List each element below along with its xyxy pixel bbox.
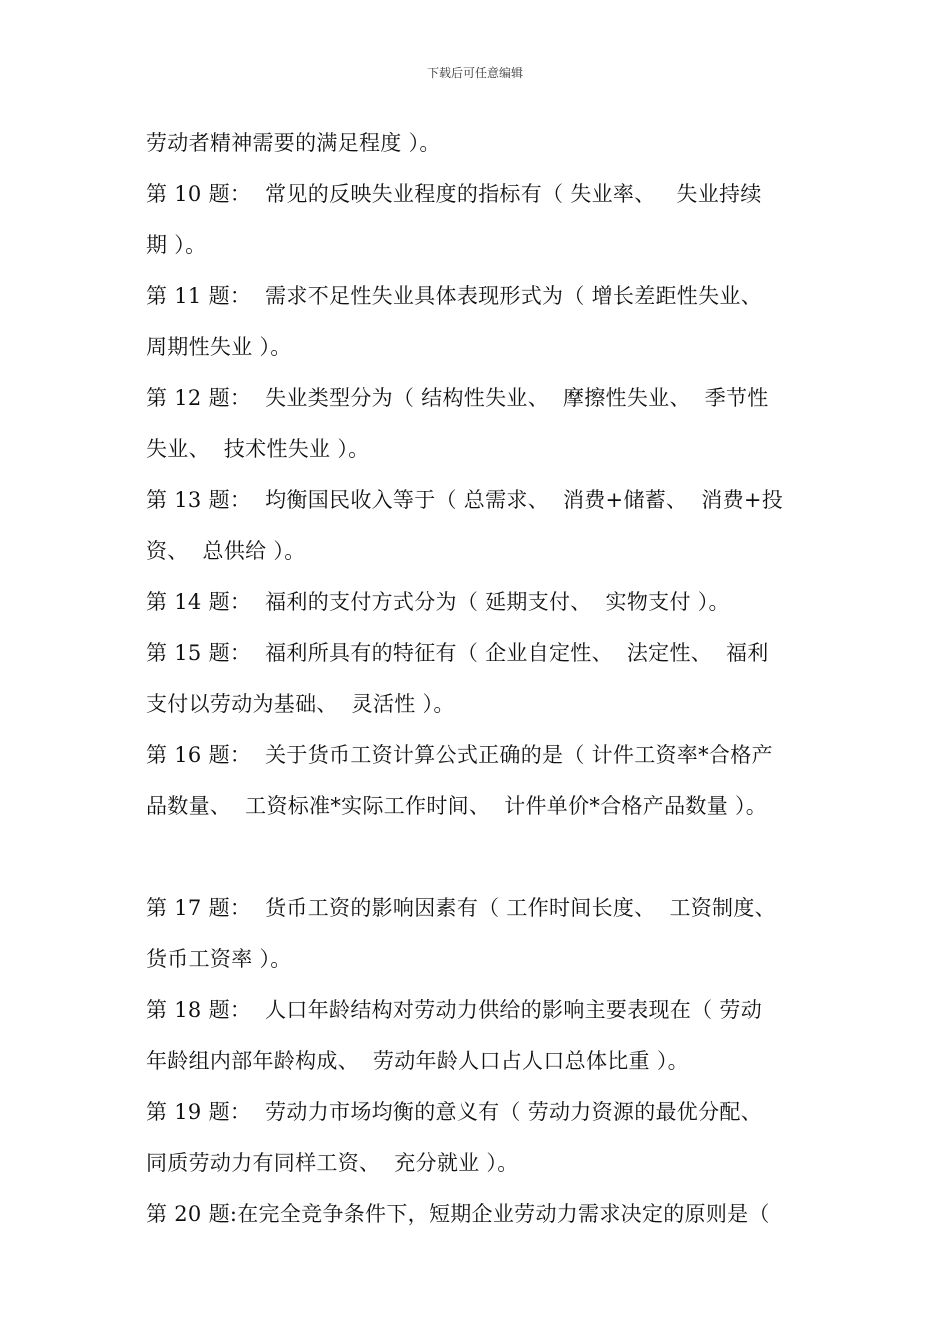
question-10-line-2: 期 ）。 <box>146 233 207 257</box>
question-15-line-2: 支付以劳动为基础、 灵活性 ）。 <box>146 692 455 716</box>
question-14-line-1: 第 14 题： 福利的支付方式分为（ 延期支付、 实物支付 ）。 <box>146 590 730 614</box>
question-18-line-1: 第 18 题： 人口年龄结构对劳动力供给的影响主要表现在（ 劳动 <box>146 998 762 1022</box>
question-11-line-2: 周期性失业 ）。 <box>146 335 292 359</box>
question-11-line-1: 第 11 题： 需求不足性失业具体表现形式为（ 增长差距性失业、 <box>146 284 762 308</box>
document-body <box>146 118 826 1240</box>
blank-line <box>146 832 826 883</box>
question-12-line-1: 第 12 题： 失业类型分为（ 结构性失业、 摩擦性失业、 季节性 <box>146 386 769 410</box>
question-20-line-1: 第 20 题:在完全竞争条件下，短期企业劳动力需求决定的原则是（ <box>146 1202 770 1226</box>
question-12-line-2: 失业、 技术性失业 ）。 <box>146 437 370 461</box>
question-10-line-1: 第 10 题： 常见的反映失业程度的指标有（ 失业率、 失业持续 <box>146 182 762 206</box>
question-18-line-2: 年龄组内部年龄构成、 劳动年龄人口占人口总体比重 ）。 <box>146 1049 689 1073</box>
text-line: 劳动者精神需要的满足程度 ）。 <box>146 131 441 155</box>
question-17-line-1: 第 17 题： 货币工资的影响因素有（ 工作时间长度、 工资制度、 <box>146 896 776 920</box>
question-17-line-2: 货币工资率 ）。 <box>146 947 292 971</box>
question-13-line-1: 第 13 题： 均衡国民收入等于（ 总需求、 消费+储蓄、 消费+投 <box>146 488 784 512</box>
question-15-line-1: 第 15 题： 福利所具有的特征有（ 企业自定性、 法定性、 福利 <box>146 641 769 665</box>
question-13-line-2: 资、 总供给 ）。 <box>146 539 306 563</box>
page-header: 下载后可任意编辑 <box>426 66 523 80</box>
question-19-line-2: 同质劳动力有同样工资、 充分就业 ）。 <box>146 1151 519 1175</box>
question-16-line-2: 品数量、 工资标准*实际工作时间、 计件单价*合格产品数量 ）。 <box>146 794 768 818</box>
question-19-line-1: 第 19 题： 劳动力市场均衡的意义有（ 劳动力资源的最优分配、 <box>146 1100 762 1124</box>
question-16-line-1: 第 16 题： 关于货币工资计算公式正确的是（ 计件工资率*合格产 <box>146 743 773 767</box>
